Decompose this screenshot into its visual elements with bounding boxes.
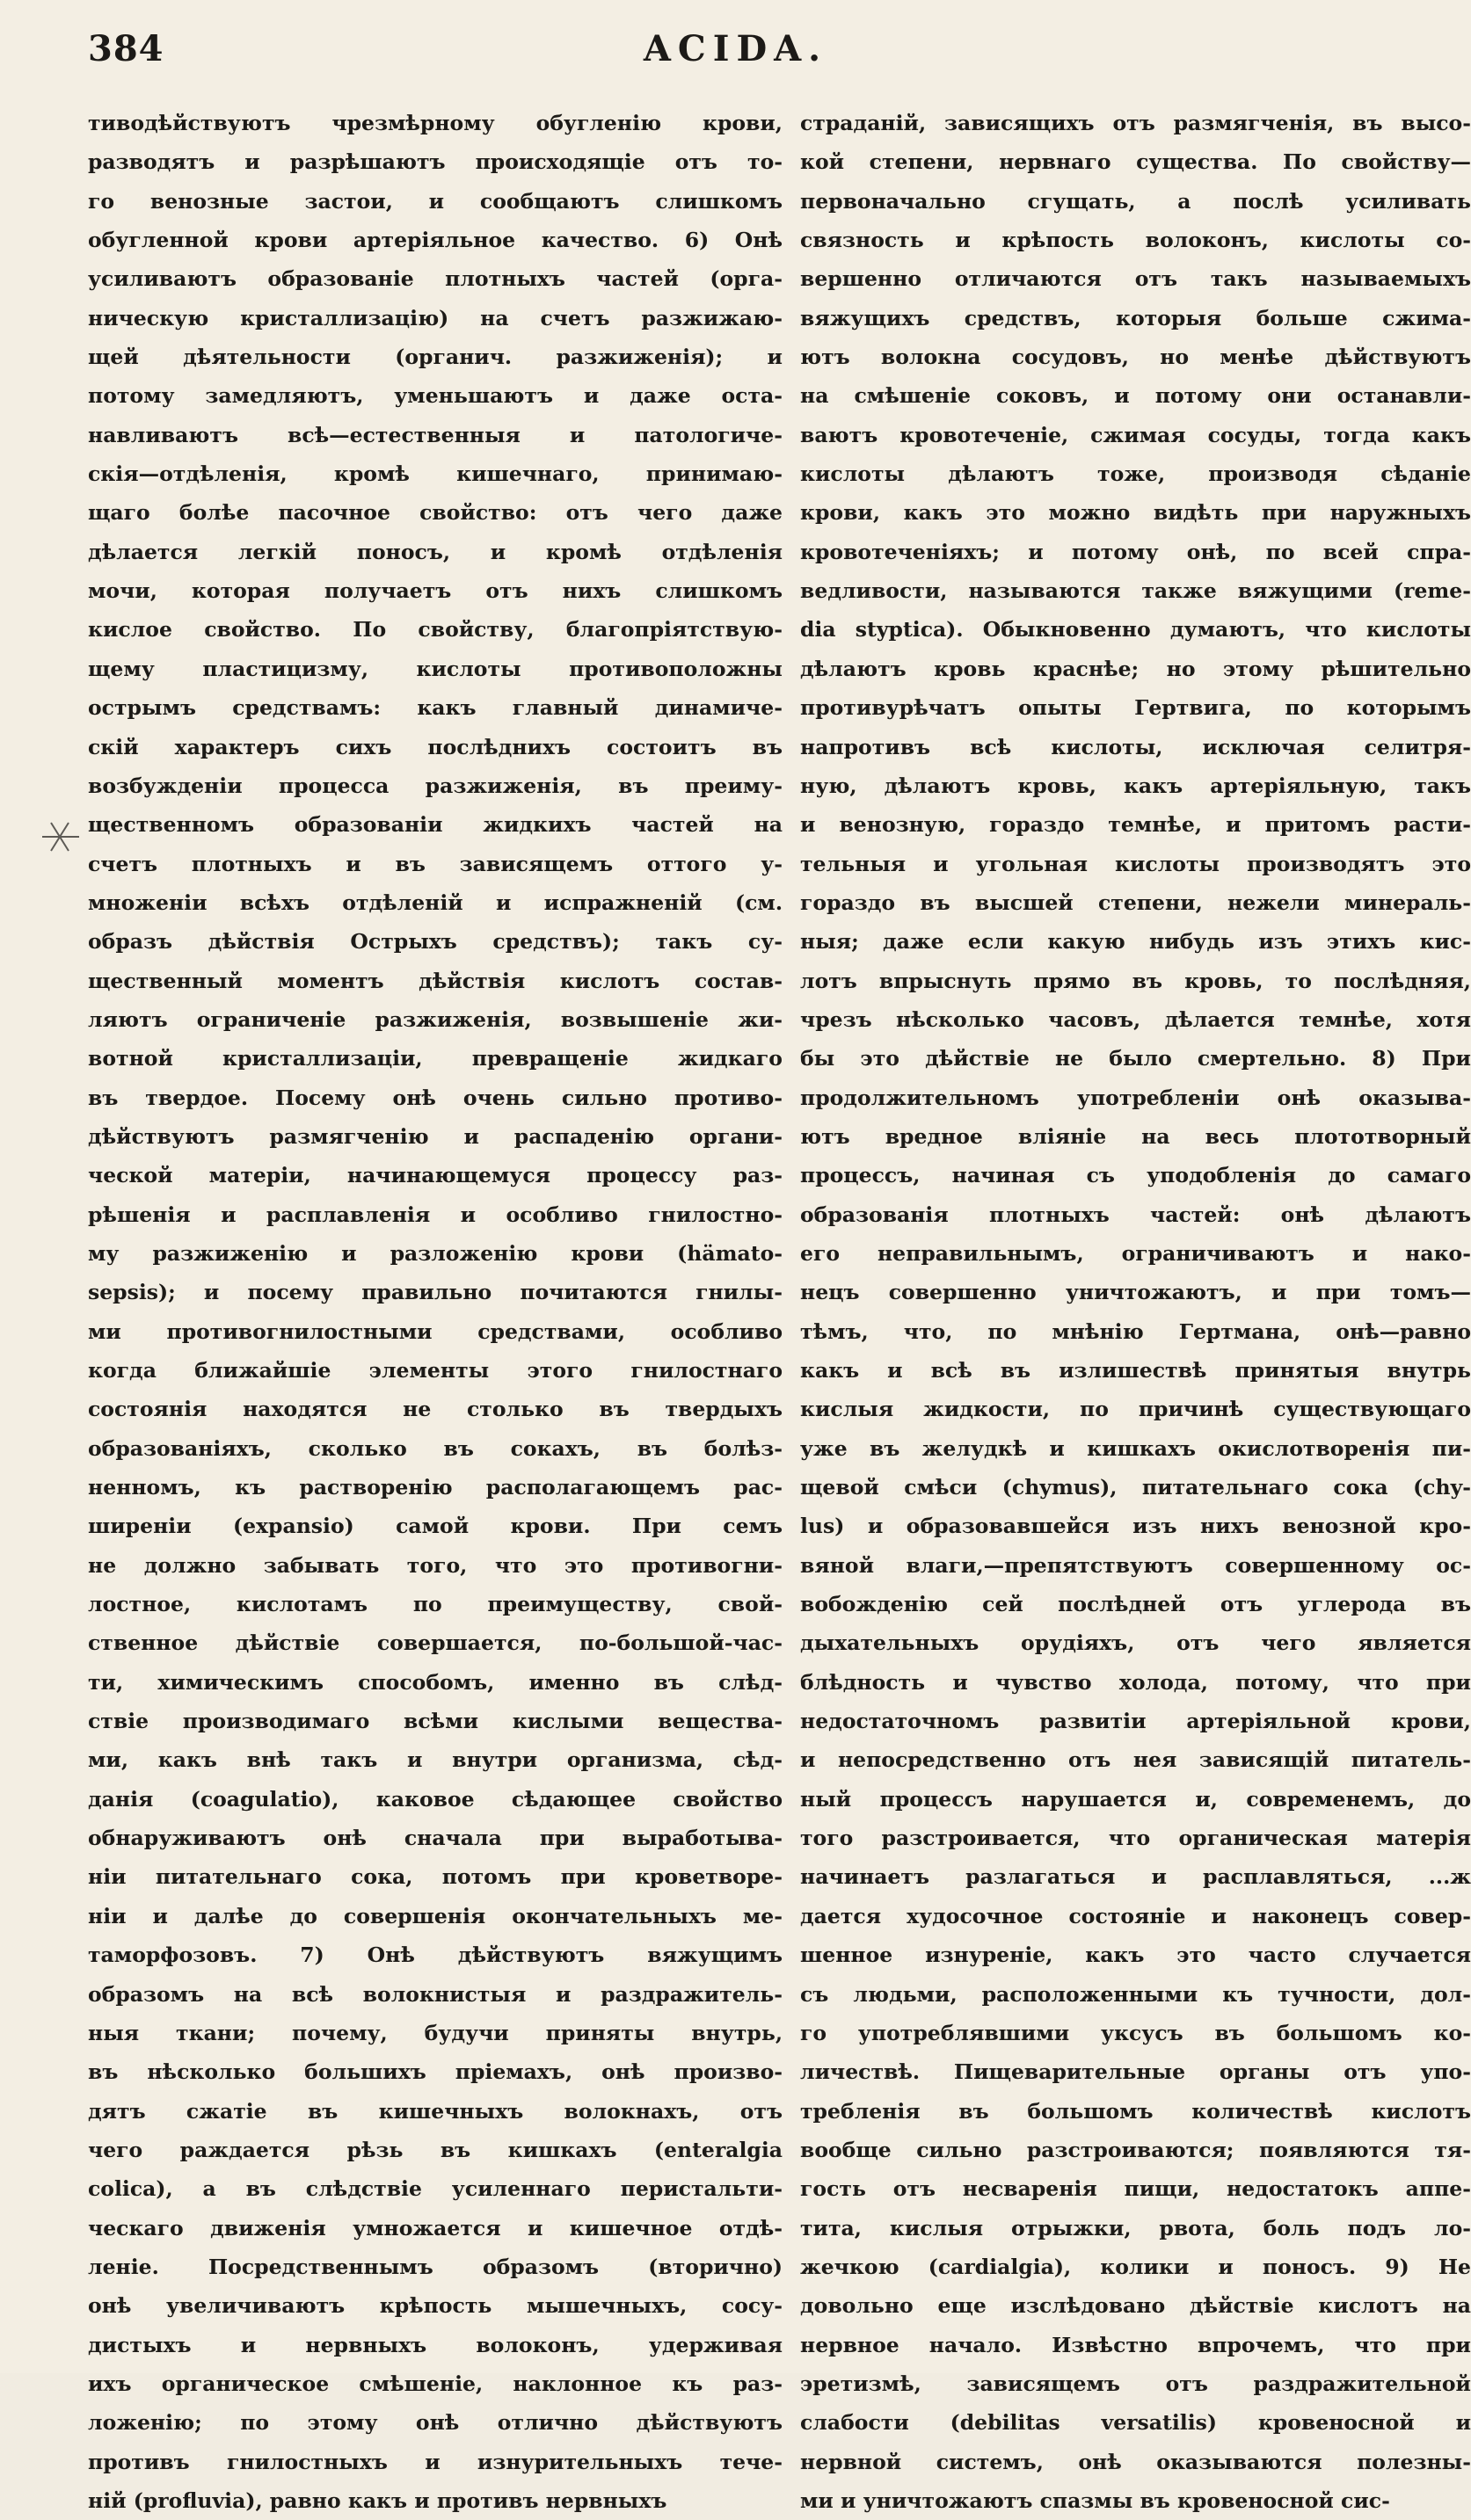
left-column-line: дистыхъ и нервныхъ волоконъ, удерживая [88,2332,783,2357]
left-column-line: ныя ткани; почему, будучи приняты внутрь, [88,2020,783,2045]
page-number: 384 [88,28,164,69]
right-column-line: продолжительномъ употребленіи онѣ оказыва- [800,1085,1471,1110]
right-column-line: тельныя и угольная кислоты производятъ это [800,851,1471,876]
left-column-line: го венозные застои, и сообщаютъ слишкомъ [88,188,783,214]
left-column-line: образомъ на всѣ волокнистыя и раздражитель- [88,1981,783,2007]
left-column-line: щественный моментъ дѣйствія кислотъ состав- [88,968,783,993]
left-column-line: тиводѣйствуютъ чрезмѣрному обугленію крови, [88,111,783,135]
right-column-line: вообще сильно разстроиваются; появляются тя- [800,2137,1471,2162]
left-column-line: лостное, кислотамъ по преимуществу, свой- [88,1592,783,1617]
left-column-line: ніи питательнаго сока, потомъ при кроветворе- [88,1864,783,1890]
right-column-line: тѣмъ, что, по мнѣнію Гертмана, онѣ—равно [800,1318,1471,1344]
left-column-line: colica), а въ слѣдствіе усиленнаго перистальти- [88,2176,783,2202]
running-head [0,28,1471,81]
left-column-line: острымъ средствамъ: какъ главный динамиче- [88,695,783,721]
right-column-line: ную, дѣлаютъ кровь, какъ артеріяльную, такъ [800,773,1471,798]
right-column-line: ведливости, называются также вяжущими (reme- [800,578,1471,604]
left-column-line: скія—отдѣленія, кромѣ кишечнаго, принимаю- [88,461,783,487]
right-column-line: какъ и всѣ въ излишествѣ принятыя внутрь [800,1358,1471,1383]
left-column-line: ми, какъ внѣ такъ и внутри организма, сѣд- [88,1747,783,1773]
right-column-line: дѣлаютъ кровь краснѣе; но этому рѣшительно [800,656,1471,681]
left-column-line: когда ближайшіе элементы этого гнилостнаго [88,1358,783,1383]
right-column-line: лотъ впрыснуть прямо въ кровь, то послѣдняя, [800,968,1471,993]
right-column-line: и венозную, гораздо темнѣе, и притомъ расти- [800,812,1471,838]
right-column-line: вобожденію сей послѣдней отъ углерода въ [800,1592,1471,1617]
right-column-line: бы это дѣйствіе не было смертельно. 8) При [800,1046,1471,1071]
left-column-line: скій характеръ сихъ послѣднихъ состоитъ въ [88,734,783,759]
right-column-line: страданій, зависящихъ отъ размягченія, въ высо- [800,111,1471,135]
right-column-line: недостаточномъ развитіи артеріяльной крови, [800,1709,1471,1734]
right-column-line: кислоты дѣлаютъ тоже, производя сѣданіе [800,461,1471,487]
right-column-line: дыхательныхъ орудіяхъ, отъ чего является [800,1630,1471,1656]
left-column-line: таморфозовъ. 7) Онѣ дѣйствуютъ вяжущимъ [88,1943,783,1968]
left-column-line: усиливаютъ образованіе плотныхъ частей (орга- [88,266,783,292]
right-column-line: эретизмѣ, зависящемъ отъ раздражительной [800,2371,1471,2396]
right-column-line: шенное изнуреніе, какъ это часто случается [800,1943,1471,1968]
left-column-line: кислое свойство. По свойству, благопріятствую- [88,617,783,643]
right-column-line: ваютъ кровотеченіе, сжимая сосуды, тогда какъ [800,422,1471,447]
left-column-line: ствіе производимаго всѣми кислыми вещества- [88,1709,783,1734]
right-column-line: го употреблявшими уксусъ въ большомъ ко- [800,2020,1471,2045]
right-column-line: процессъ, начиная съ уподобленія до самаго [800,1163,1471,1188]
left-column-line: дѣлается легкій поносъ, и кромѣ отдѣленія [88,539,783,564]
right-column-line: личествѣ. Пищеварительные органы отъ упо- [800,2059,1471,2085]
right-column-line: ный процессъ нарушается и, современемъ, до [800,1786,1471,1812]
left-column-line: противъ гнилостныхъ и изнурительныхъ тече- [88,2449,783,2474]
right-column-line: нервное начало. Извѣстно впрочемъ, что при [800,2332,1471,2357]
right-column-line: гость отъ несваренія пищи, недостатокъ аппе- [800,2176,1471,2202]
right-column-line: вяжущихъ средствъ, которыя больше сжима- [800,305,1471,330]
left-column-line: рѣшенія и расплавленія и особливо гнилостно- [88,1202,783,1227]
left-column-line: щей дѣятельности (органич. разжиженія); и [88,345,783,370]
left-column-line: чего раждается рѣзь въ кишкахъ (enteralgia [88,2137,783,2162]
left-column-line: потому замедляютъ, уменьшаютъ и даже оста- [88,383,783,409]
right-column-line: съ людьми, расположенными къ тучности, дол- [800,1981,1471,2007]
left-column-line: ній (profluvia), равно какъ и противъ нервныхъ [88,2487,667,2513]
left-column-line: дѣйствуютъ размягченію и распаденію органи- [88,1123,783,1149]
left-column-line: му разжиженію и разложенію крови (hämato- [88,1240,783,1266]
left-column-line: ческой матеріи, начинающемуся процессу раз- [88,1163,783,1188]
right-column-line: кровотеченіяхъ; и потому онѣ, по всей спра- [800,539,1471,564]
right-column-line: его неправильнымъ, ограничиваютъ и нако- [800,1240,1471,1266]
right-column-line: ми и уничтожаютъ спазмы въ кровеносной сис- [800,2487,1390,2513]
right-column-line: начинаетъ разлагаться и расплавляться, ...ж [800,1864,1471,1890]
right-column-line: dia styptica). Обыкновенно думаютъ, что кислоты [800,617,1471,643]
left-column-line: ти, химическимъ способомъ, именно въ слѣд- [88,1669,783,1695]
right-column-line: того разстроивается, что органическая матерія [800,1826,1471,1851]
left-column-line: ширеніи (expansio) самой крови. При семъ [88,1514,783,1539]
page-header-title: ACIDA. [643,28,828,69]
margin-asterisk-mark [33,810,86,863]
right-column-line: дается худосочное состояніе и наконецъ совер- [800,1903,1471,1928]
right-column-line: ютъ волокна сосудовъ, но менѣе дѣйствуютъ [800,345,1471,370]
right-column-line: и непосредственно отъ нея зависящій питатель- [800,1747,1471,1773]
right-column-line: образованія плотныхъ частей: онѣ дѣлаютъ [800,1202,1471,1227]
left-column-line: состоянія находятся не столько въ твердыхъ [88,1397,783,1422]
left-text-column [88,104,783,2520]
left-column-line: обугленной крови артеріяльное качество. 6) Онѣ [88,228,783,253]
left-column-line: ніи и далѣе до совершенія окончательныхъ ме- [88,1903,783,1928]
left-column-line: вотной кристаллизаціи, превращеніе жидкаго [88,1046,783,1071]
right-column-line: первоначально сгущать, а послѣ усиливать [800,188,1471,214]
left-column-line: ническую кристаллизацію) на счетъ разжижаю- [88,305,783,330]
right-column-line: ютъ вредное вліяніе на весь плототворный [800,1123,1471,1149]
right-column-line: напротивъ всѣ кислоты, исключая селитря- [800,734,1471,759]
left-column-line: щему пластицизму, кислоты противоположны [88,656,783,681]
left-column-line: навливаютъ всѣ—естественныя и патологиче- [88,422,783,447]
left-column-line: въ нѣсколько большихъ пріемахъ, онѣ произво- [88,2059,783,2085]
left-column-line: леніе. Посредственнымъ образомъ (вторично) [88,2254,783,2279]
right-column-line: нервной системъ, онѣ оказываются полезны- [800,2449,1471,2474]
left-column-line: въ твердое. Посему онѣ очень сильно противо- [88,1085,783,1110]
right-column-line: тита, кислыя отрыжки, рвота, боль подъ ло- [800,2215,1471,2240]
left-column-line: возбужденіи процесса разжиженія, въ преиму- [88,773,783,798]
left-column-line: множеніи всѣхъ отдѣленій и испражненій (см. [88,890,783,915]
left-column-line: щественномъ образованіи жидкихъ частей на [88,812,783,838]
right-column-line: вершенно отличаются отъ такъ называемыхъ [800,266,1471,292]
right-column-line: крови, какъ это можно видѣть при наружныхъ [800,500,1471,526]
left-column-line: дятъ сжатіе въ кишечныхъ волокнахъ, отъ [88,2098,783,2124]
right-text-column [800,104,1471,2520]
left-column-line: онѣ увеличиваютъ крѣпость мышечныхъ, сосу- [88,2293,783,2319]
right-column-line: жечкою (cardialgia), колики и поносъ. 9) Не [800,2254,1471,2279]
left-column-line: ми противогнилостными средствами, особливо [88,1318,783,1344]
right-column-line: слабости (debilitas versatilis) кровеносной и [800,2410,1471,2436]
left-column-line: щаго болѣе пасочное свойство: отъ чего даже [88,500,783,526]
right-column-line: гораздо въ высшей степени, нежели минераль- [800,890,1471,915]
right-column-line: связность и крѣпость волоконъ, кислоты со- [800,228,1471,253]
left-column-line: ненномъ, къ растворенію располагающемъ рас- [88,1475,783,1500]
left-column-line: обнаруживаютъ онѣ сначала при выработыва- [88,1826,783,1851]
left-column-line: образованіяхъ, сколько въ сокахъ, въ болѣз- [88,1435,783,1461]
right-column-line: вяной влаги,—препятствуютъ совершенному ос- [800,1552,1471,1578]
right-column-line: довольно еще изслѣдовано дѣйствіе кислотъ на [800,2293,1471,2319]
right-column-line: кой степени, нервнаго существа. По свойству— [800,149,1471,175]
right-column-line: блѣдность и чувство холода, потому, что при [800,1669,1471,1695]
right-column-line: уже въ желудкѣ и кишкахъ окислотворенія пи- [800,1435,1471,1461]
right-column-line: на смѣшеніе соковъ, и потому они останавли- [800,383,1471,409]
left-column-line: данія (coagulatio), каковое сѣдающее свойство [88,1786,783,1812]
right-column-line: требленія въ большомъ количествѣ кислотъ [800,2098,1471,2124]
left-column-line: ихъ органическое смѣшеніе, наклонное къ раз- [88,2371,783,2396]
left-column-line: ложенію; по этому онѣ отлично дѣйствуютъ [88,2410,783,2436]
right-column-line: lus) и образовавшейся изъ нихъ венозной кро- [800,1514,1471,1539]
right-column-line: щевой смѣси (chymus), питательнаго сока (chy- [800,1475,1471,1500]
left-column-line: ственное дѣйствіе совершается, по-большой-час- [88,1630,783,1656]
right-column-line: противурѣчатъ опыты Гертвига, по которымъ [800,695,1471,721]
left-column-line: sepsis); и посему правильно почитаются гнилы- [88,1280,783,1305]
right-column-line: чрезъ нѣсколько часовъ, дѣлается темнѣе, хотя [800,1006,1471,1032]
left-column-line: разводятъ и разрѣшаютъ происходящіе отъ то- [88,149,783,175]
right-column-line: кислыя жидкости, по причинѣ существующаго [800,1397,1471,1422]
left-column-line: ческаго движенія умножается и кишечное отдѣ- [88,2215,783,2240]
left-column-line: счетъ плотныхъ и въ зависящемъ оттого у- [88,851,783,876]
right-column-line: нецъ совершенно уничтожаютъ, и при томъ— [800,1280,1471,1305]
right-column-line: ныя; даже если какую нибудь изъ этихъ кис- [800,929,1471,955]
left-column-line: не должно забывать того, что это противогни- [88,1552,783,1578]
left-column-line: ляютъ ограниченіе разжиженія, возвышеніе жи- [88,1006,783,1032]
left-column-line: образъ дѣйствія Острыхъ средствъ); такъ су- [88,929,783,955]
left-column-line: мочи, которая получаетъ отъ нихъ слишкомъ [88,578,783,604]
